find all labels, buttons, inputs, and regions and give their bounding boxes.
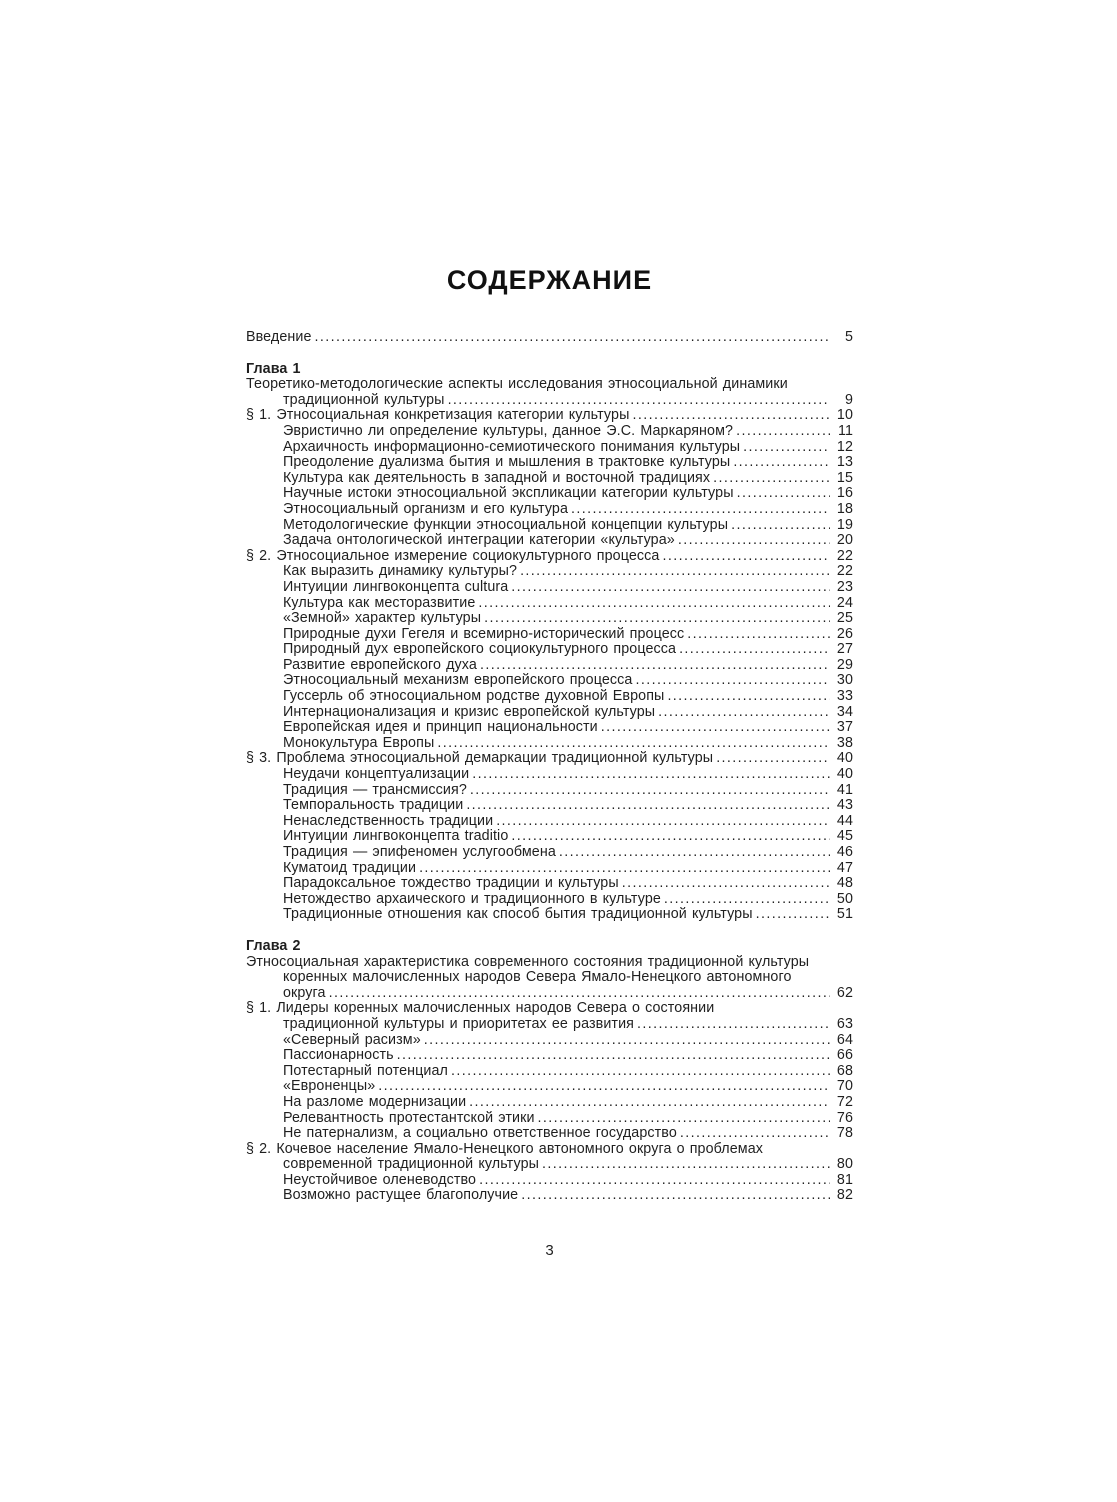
toc-entry-text: Традиция — трансмиссия? xyxy=(283,781,467,798)
toc-entry xyxy=(246,720,853,736)
dot-leader xyxy=(629,408,830,424)
toc-entry xyxy=(246,736,853,752)
dot-leader xyxy=(469,767,830,783)
toc-entry-line xyxy=(246,1001,853,1017)
toc-entry-pagenum: 72 xyxy=(836,1093,853,1110)
toc-entry xyxy=(246,502,853,518)
toc-entry xyxy=(246,455,853,471)
toc-entry-pagenum: 16 xyxy=(836,485,853,502)
dot-leader xyxy=(466,1095,830,1111)
dot-leader xyxy=(445,393,830,409)
dot-leader xyxy=(740,440,830,456)
toc-entry-pagenum: 40 xyxy=(836,766,853,783)
dot-leader xyxy=(655,705,830,721)
toc-entry-text: Архаичность информационно-семиотического понимания культуры xyxy=(283,438,741,455)
toc-entry-line xyxy=(246,362,853,378)
toc-entry xyxy=(246,408,853,424)
toc-entry-text: Задача онтологической интеграции категории «культура» xyxy=(283,532,675,549)
toc-entry-pagenum: 64 xyxy=(836,1031,853,1048)
dot-leader xyxy=(632,673,830,689)
toc-entry xyxy=(246,1079,853,1095)
toc-entry-line xyxy=(246,939,853,955)
toc-entry-line xyxy=(246,486,853,502)
toc-entry-pagenum: 29 xyxy=(836,656,853,673)
toc-entry-text: Интуиции лингвоконцепта cultura xyxy=(283,578,509,595)
toc-entry-text: Нетождество архаического и традиционного в культуре xyxy=(283,890,661,907)
page-content xyxy=(246,266,853,1259)
dot-leader xyxy=(375,1079,830,1095)
toc-entry-line xyxy=(246,408,853,424)
toc-entry-text: Ненаследственность традиции xyxy=(283,812,494,829)
dot-leader xyxy=(634,1017,830,1033)
toc-entry-line xyxy=(246,440,853,456)
toc-entry-line xyxy=(246,673,853,689)
toc-entry-text: Глава 1 xyxy=(246,360,301,377)
toc-entry-pagenum: 34 xyxy=(836,703,853,720)
dot-leader xyxy=(677,1126,830,1142)
toc-entry-pagenum: 40 xyxy=(836,750,853,767)
toc-entry-text: Научные истоки этносоциальной экспликации категории культуры xyxy=(283,485,734,502)
toc-entry-pagenum: 51 xyxy=(836,906,853,923)
toc-entry-text: На разломе модернизации xyxy=(283,1093,467,1110)
dot-leader xyxy=(463,798,830,814)
toc-entry-line xyxy=(246,1157,853,1173)
toc-entry xyxy=(246,892,853,908)
toc-entry-text: Введение xyxy=(246,329,312,345)
toc-entry-pagenum: 47 xyxy=(836,859,853,876)
toc-entry-line xyxy=(246,580,853,596)
toc-entry-pagenum: 15 xyxy=(836,469,853,486)
toc-entry-pagenum: 62 xyxy=(836,984,853,1001)
dot-leader xyxy=(535,1111,830,1127)
toc-entry-pagenum: 22 xyxy=(836,563,853,580)
toc-entry-text: Европейская идея и принцип национальности xyxy=(283,719,598,736)
toc-entry-text: Парадоксальное тождество традиции и культуры xyxy=(283,875,619,892)
toc-entry-text: § 2. Кочевое население Ямало-Ненецкого автономного округа о проблемах xyxy=(246,1140,764,1157)
toc-entry xyxy=(246,1033,853,1049)
toc-entry-line xyxy=(246,689,853,705)
dot-leader xyxy=(517,564,830,580)
toc-entry-line xyxy=(246,876,853,892)
toc-entry xyxy=(246,1188,853,1204)
dot-leader xyxy=(556,845,830,861)
toc-entry-line xyxy=(246,377,853,393)
toc-entry-line xyxy=(246,424,853,440)
toc-entry-pagenum: 33 xyxy=(836,688,853,705)
dot-leader xyxy=(684,627,830,643)
toc-entry-line xyxy=(246,596,853,612)
toc-entry-line xyxy=(246,502,853,518)
toc-entry xyxy=(246,611,853,627)
toc-entry-text: округа xyxy=(283,984,326,1001)
dot-leader xyxy=(518,1188,830,1204)
toc-entry-text: Неустойчивое оленеводство xyxy=(283,1171,477,1188)
toc-entry-text: Гуссерль об этносоциальном родстве духовной Европы xyxy=(283,688,665,705)
toc-entry xyxy=(246,876,853,892)
toc-entry xyxy=(246,471,853,487)
toc-entry xyxy=(246,533,853,549)
toc-entry xyxy=(246,751,853,767)
toc-entry-pagenum: 37 xyxy=(836,719,853,736)
toc-entry-line xyxy=(246,549,853,565)
toc-entry xyxy=(246,783,853,799)
dot-leader xyxy=(448,1064,830,1080)
toc-entry-line xyxy=(246,1142,853,1158)
toc-entry-line xyxy=(246,1188,853,1204)
toc-entry-line xyxy=(246,455,853,471)
toc-entry xyxy=(246,580,853,596)
dot-leader xyxy=(734,486,830,502)
dot-leader xyxy=(664,689,830,705)
toc-entry-pagenum: 68 xyxy=(836,1062,853,1079)
toc-entry-text: Пассионарность xyxy=(283,1047,394,1064)
toc-entry xyxy=(246,767,853,783)
toc-entry xyxy=(246,486,853,502)
dot-leader xyxy=(675,533,830,549)
toc-entry-line xyxy=(246,1079,853,1095)
toc-entry xyxy=(246,658,853,674)
toc-entry-text: «Евроненцы» xyxy=(283,1078,376,1095)
toc-entry xyxy=(246,1001,853,1032)
toc-entry-text: Традиционные отношения как способ бытия традиционной культуры xyxy=(283,906,753,923)
toc-entry-text: Преодоление дуализма бытия и мышления в трактовке культуры xyxy=(283,454,731,471)
toc-entry-text: § 1. Лидеры коренных малочисленных народов Севера о состоянии xyxy=(246,1000,715,1017)
toc-entry-text: Этносоциальный механизм европейского процесса xyxy=(283,672,633,689)
toc-entry-pagenum: 26 xyxy=(836,625,853,642)
toc-entry-line xyxy=(246,330,853,346)
toc-entry xyxy=(246,1095,853,1111)
toc-entry-line xyxy=(246,767,853,783)
toc-entry-line xyxy=(246,1095,853,1111)
toc-entry xyxy=(246,377,853,408)
dot-leader xyxy=(394,1048,830,1064)
toc-entry-line xyxy=(246,845,853,861)
toc-entry xyxy=(246,1173,853,1189)
toc-entry-text: коренных малочисленных народов Севера Ямало-Ненецкого автономного xyxy=(283,969,792,986)
toc-entry xyxy=(246,939,853,955)
toc-entry-text: традиционной культуры xyxy=(283,391,445,408)
toc-entry-pagenum: 19 xyxy=(836,516,853,533)
toc-entry-line xyxy=(246,720,853,736)
toc-entry-pagenum: 10 xyxy=(836,407,853,424)
toc-entry-pagenum: 41 xyxy=(836,781,853,798)
toc-entry-pagenum: 44 xyxy=(836,812,853,829)
toc-entry-pagenum: 24 xyxy=(836,594,853,611)
toc-entry-text: Потестарный потенциал xyxy=(283,1062,449,1079)
toc-entry-pagenum: 78 xyxy=(836,1125,853,1142)
toc-entry-pagenum: 13 xyxy=(836,454,853,471)
toc-entry-pagenum: 30 xyxy=(836,672,853,689)
dot-leader xyxy=(481,611,830,627)
toc-entry-line xyxy=(246,736,853,752)
toc-entry-line xyxy=(246,892,853,908)
toc-entry-text: Глава 2 xyxy=(246,937,301,954)
dot-leader xyxy=(676,642,830,658)
dot-leader xyxy=(568,502,830,518)
page-title: СОДЕРЖАНИЕ xyxy=(446,265,653,295)
dot-leader xyxy=(477,658,830,674)
toc-entry-text: «Северный расизм» xyxy=(283,1031,421,1048)
toc-entry-pagenum: 43 xyxy=(836,797,853,814)
toc-entry xyxy=(246,829,853,845)
toc-entry-line xyxy=(246,986,853,1002)
dot-leader xyxy=(619,876,830,892)
toc-entry xyxy=(246,689,853,705)
toc-entry-pagenum: 9 xyxy=(844,391,853,408)
toc-entry-line xyxy=(246,611,853,627)
dot-leader xyxy=(730,455,830,471)
toc-entry xyxy=(246,549,853,565)
toc-entry-text: Природный дух европейского социокультурного процесса xyxy=(283,641,677,658)
toc-entry-pagenum: 48 xyxy=(836,875,853,892)
toc-entry-text: Релевантность протестантской этики xyxy=(283,1109,535,1126)
toc-entry-line xyxy=(246,1126,853,1142)
toc-entry-pagenum: 22 xyxy=(836,547,853,564)
toc-entry-pagenum: 50 xyxy=(836,890,853,907)
toc-entry xyxy=(246,330,853,346)
toc-entry-pagenum: 12 xyxy=(836,438,853,455)
toc-entry-text: Не патернализм, а социально ответственное государство xyxy=(283,1125,677,1142)
toc-entry-text: Теоретико-методологические аспекты исследования этносоциальной динамики xyxy=(246,376,788,393)
toc-entry-line xyxy=(246,907,853,923)
dot-leader xyxy=(421,1033,830,1049)
toc-entry-text: Куматоид традиции xyxy=(283,859,417,876)
toc-entry xyxy=(246,1126,853,1142)
toc-entry-text: современной традиционной культуры xyxy=(283,1156,539,1173)
toc-entry-line xyxy=(246,970,853,986)
toc-entry-text: Возможно растущее благополучие xyxy=(283,1187,519,1204)
toc-entry-text: § 1. Этносоциальная конкретизация категории культуры xyxy=(246,407,630,424)
toc-entry-pagenum: 76 xyxy=(836,1109,853,1126)
toc-entry-pagenum: 5 xyxy=(844,329,853,345)
toc-entry xyxy=(246,424,853,440)
toc-entry-pagenum: 18 xyxy=(836,500,853,517)
footer-page-number: 3 xyxy=(545,1242,554,1260)
toc-entry-line xyxy=(246,861,853,877)
toc-entry xyxy=(246,798,853,814)
dot-leader xyxy=(728,518,830,534)
toc-entry xyxy=(246,1142,853,1173)
toc-entry-line xyxy=(246,518,853,534)
dot-leader xyxy=(661,892,830,908)
toc-entry xyxy=(246,440,853,456)
toc-entry xyxy=(246,705,853,721)
dot-leader xyxy=(416,861,830,877)
toc-entry-line xyxy=(246,1033,853,1049)
toc-entry-line xyxy=(246,533,853,549)
toc-entry-line xyxy=(246,658,853,674)
toc-entry-line xyxy=(246,1048,853,1064)
toc-entry xyxy=(246,362,853,378)
toc-entry-line xyxy=(246,393,853,409)
toc-entry-text: Традиция — эпифеномен услугообмена xyxy=(283,844,556,860)
toc-entry-text: традиционной культуры и приоритетах ее развития xyxy=(283,1015,635,1032)
toc-entry xyxy=(246,955,853,1002)
toc-entry-text: Темпоральность традиции xyxy=(283,797,464,814)
toc-entry-pagenum: 11 xyxy=(837,422,853,439)
toc-entry-text: Развитие европейского духа xyxy=(283,656,477,673)
toc-entry-line xyxy=(246,814,853,830)
toc-entry-text: Монокультура Европы xyxy=(283,734,435,751)
toc-entry-pagenum: 25 xyxy=(836,610,853,627)
toc-entry-text: Этносоциальная характеристика современного состояния традиционной культуры xyxy=(246,953,810,970)
toc-entry-text: «Земной» характер культуры xyxy=(283,610,482,627)
toc-entry-pagenum: 38 xyxy=(836,734,853,751)
dot-leader xyxy=(476,1173,830,1189)
toc-entry-pagenum: 81 xyxy=(836,1171,853,1188)
toc-entry-pagenum: 63 xyxy=(836,1015,853,1032)
toc-entry xyxy=(246,845,853,861)
toc-entry-pagenum: 46 xyxy=(836,844,853,860)
toc-entry-text: Неудачи концептуализации xyxy=(283,766,470,783)
dot-leader xyxy=(493,814,830,830)
toc-entry-text: Этносоциальный организм и его культура xyxy=(283,500,569,517)
toc-entry xyxy=(246,642,853,658)
toc-entry xyxy=(246,518,853,534)
toc-entry-pagenum: 23 xyxy=(836,578,853,595)
toc-entry-text: Природные духи Гегеля и всемирно-исторический процесс xyxy=(283,625,685,642)
toc-entry xyxy=(246,627,853,643)
dot-leader xyxy=(326,986,830,1002)
toc-entry-text: § 3. Проблема этносоциальной демаркации традиционной культуры xyxy=(246,750,714,767)
toc-entry-line xyxy=(246,751,853,767)
toc-entry-pagenum: 45 xyxy=(836,828,853,845)
toc-entry-pagenum: 80 xyxy=(836,1156,853,1173)
dot-leader xyxy=(467,783,830,799)
toc-entry xyxy=(246,1111,853,1127)
toc-entry xyxy=(246,861,853,877)
toc-entry-line xyxy=(246,783,853,799)
dot-leader xyxy=(598,720,830,736)
toc-entry-line xyxy=(246,642,853,658)
dot-leader xyxy=(713,751,830,767)
toc-entry-pagenum: 20 xyxy=(836,532,853,549)
toc-entry-text: Интуиции лингвоконцепта traditio xyxy=(283,828,509,845)
dot-leader xyxy=(434,736,830,752)
toc-entry-line xyxy=(246,471,853,487)
dot-leader xyxy=(312,330,830,346)
toc-entry-line xyxy=(246,798,853,814)
toc-entry xyxy=(246,1064,853,1080)
toc-entry-line xyxy=(246,955,853,971)
dot-leader xyxy=(508,829,830,845)
toc-entry xyxy=(246,907,853,923)
dot-leader xyxy=(475,596,830,612)
toc-entry-line xyxy=(246,627,853,643)
dot-leader xyxy=(753,907,830,923)
toc-entry-text: Эвристично ли определение культуры, данное Э.С. Маркаряном? xyxy=(283,422,734,439)
dot-leader xyxy=(710,471,830,487)
toc-entry-line xyxy=(246,564,853,580)
toc-entry-text: Культура как деятельность в западной и восточной традициях xyxy=(283,469,711,486)
toc-entry xyxy=(246,564,853,580)
toc-entry xyxy=(246,673,853,689)
toc-entry-text: Как выразить динамику культуры? xyxy=(283,563,518,580)
toc-entry-text: Интернационализация и кризис европейской культуры xyxy=(283,703,656,720)
dot-leader xyxy=(659,549,830,565)
dot-leader xyxy=(539,1157,830,1173)
toc-entry-pagenum: 82 xyxy=(836,1187,853,1204)
toc-entry-text: § 2. Этносоциальное измерение социокультурного процесса xyxy=(246,547,660,564)
toc-entry-text: Методологические функции этносоциальной концепции культуры xyxy=(283,516,729,533)
toc-entry-line xyxy=(246,705,853,721)
dot-leader xyxy=(733,424,830,440)
toc-entry xyxy=(246,1048,853,1064)
toc-entry xyxy=(246,596,853,612)
toc-entry-pagenum: 27 xyxy=(836,641,853,658)
toc-entry-pagenum: 66 xyxy=(836,1047,853,1064)
dot-leader xyxy=(508,580,830,596)
toc-entry-line xyxy=(246,1064,853,1080)
table-of-contents xyxy=(246,330,853,1204)
toc-entry-line xyxy=(246,829,853,845)
toc-entry-line xyxy=(246,1111,853,1127)
toc-entry-pagenum: 70 xyxy=(836,1078,853,1095)
toc-entry xyxy=(246,814,853,830)
toc-entry-text: Культура как месторазвитие xyxy=(283,594,476,611)
toc-entry-line xyxy=(246,1173,853,1189)
toc-entry-line xyxy=(246,1017,853,1033)
